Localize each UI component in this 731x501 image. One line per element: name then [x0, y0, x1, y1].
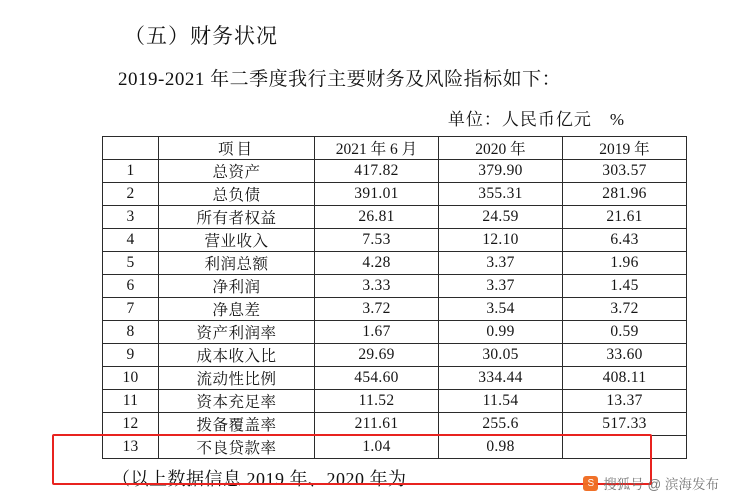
row-value-2020: 3.37	[439, 275, 563, 298]
watermark-text: 搜狐号 @ 滨海发布	[603, 477, 719, 492]
row-value-2021: 211.61	[315, 413, 439, 436]
column-header-2020: 2020 年	[439, 137, 563, 160]
row-index: 5	[103, 252, 159, 275]
row-value-2020: 30.05	[439, 344, 563, 367]
row-item: 资本充足率	[159, 390, 315, 413]
table-row	[103, 252, 687, 275]
row-item: 营业收入	[159, 229, 315, 252]
row-value-2021: 391.01	[315, 183, 439, 206]
row-item: 净息差	[159, 298, 315, 321]
row-value-2020: 3.54	[439, 298, 563, 321]
row-value-2019: 517.33	[563, 413, 687, 436]
row-value-2019: 1.96	[563, 252, 687, 275]
table-row	[103, 183, 687, 206]
row-item: 拨备覆盖率	[159, 413, 315, 436]
row-index: 6	[103, 275, 159, 298]
row-value-2019	[563, 436, 687, 459]
column-header-2021: 2021 年 6 月	[315, 137, 439, 160]
column-header-item: 项目	[159, 137, 315, 160]
table-header-row	[103, 137, 687, 160]
table-row	[103, 390, 687, 413]
row-value-2020: 379.90	[439, 160, 563, 183]
table-row	[103, 298, 687, 321]
row-value-2019: 1.45	[563, 275, 687, 298]
row-value-2019: 303.57	[563, 160, 687, 183]
row-value-2019: 13.37	[563, 390, 687, 413]
row-value-2021: 1.04	[315, 436, 439, 459]
row-item: 资产利润率	[159, 321, 315, 344]
table-row	[103, 160, 687, 183]
row-item: 总负债	[159, 183, 315, 206]
row-value-2020: 12.10	[439, 229, 563, 252]
row-index: 11	[103, 390, 159, 413]
row-value-2021: 417.82	[315, 160, 439, 183]
row-value-2019: 21.61	[563, 206, 687, 229]
table-row	[103, 413, 687, 436]
table-row	[103, 436, 687, 459]
row-index: 3	[103, 206, 159, 229]
table-row	[103, 206, 687, 229]
row-value-2021: 3.72	[315, 298, 439, 321]
row-value-2021: 11.52	[315, 390, 439, 413]
row-value-2019: 0.59	[563, 321, 687, 344]
row-index: 2	[103, 183, 159, 206]
intro-line: 2019-2021 年二季度我行主要财务及风险指标如下：	[118, 69, 562, 90]
row-value-2020: 24.59	[439, 206, 563, 229]
row-value-2020: 355.31	[439, 183, 563, 206]
row-value-2021: 454.60	[315, 367, 439, 390]
row-item: 所有者权益	[159, 206, 315, 229]
table-row	[103, 321, 687, 344]
table-row	[103, 275, 687, 298]
sohu-logo-icon: S	[583, 476, 598, 491]
row-index: 13	[103, 436, 159, 459]
row-item: 不良贷款率	[159, 436, 315, 459]
table-row	[103, 229, 687, 252]
row-value-2021: 26.81	[315, 206, 439, 229]
row-value-2019: 6.43	[563, 229, 687, 252]
row-index: 10	[103, 367, 159, 390]
row-value-2020: 3.37	[439, 252, 563, 275]
row-item: 总资产	[159, 160, 315, 183]
row-value-2019: 408.11	[563, 367, 687, 390]
row-index: 12	[103, 413, 159, 436]
row-item: 流动性比例	[159, 367, 315, 390]
row-value-2019: 281.96	[563, 183, 687, 206]
unit-line: 单位：人民币亿元 %	[447, 110, 625, 129]
row-value-2021: 3.33	[315, 275, 439, 298]
row-value-2021: 4.28	[315, 252, 439, 275]
row-value-2020: 0.99	[439, 321, 563, 344]
column-header-2019: 2019 年	[563, 137, 687, 160]
row-index: 1	[103, 160, 159, 183]
row-value-2021: 29.69	[315, 344, 439, 367]
footer-note: （以上数据信息 2019 年、2020 年为	[112, 469, 407, 489]
section-heading: （五）财务状况	[124, 24, 278, 48]
financial-indicators-table	[102, 136, 687, 459]
watermark	[583, 473, 719, 493]
row-index: 7	[103, 298, 159, 321]
row-index: 4	[103, 229, 159, 252]
row-value-2020: 11.54	[439, 390, 563, 413]
row-item: 利润总额	[159, 252, 315, 275]
row-value-2021: 7.53	[315, 229, 439, 252]
row-value-2019: 33.60	[563, 344, 687, 367]
row-index: 8	[103, 321, 159, 344]
row-item: 成本收入比	[159, 344, 315, 367]
row-value-2021: 1.67	[315, 321, 439, 344]
row-item: 净利润	[159, 275, 315, 298]
row-value-2020: 0.98	[439, 436, 563, 459]
column-header-index	[103, 137, 159, 160]
table-row	[103, 367, 687, 390]
row-index: 9	[103, 344, 159, 367]
row-value-2020: 334.44	[439, 367, 563, 390]
table-row	[103, 344, 687, 367]
row-value-2020: 255.6	[439, 413, 563, 436]
row-value-2019: 3.72	[563, 298, 687, 321]
